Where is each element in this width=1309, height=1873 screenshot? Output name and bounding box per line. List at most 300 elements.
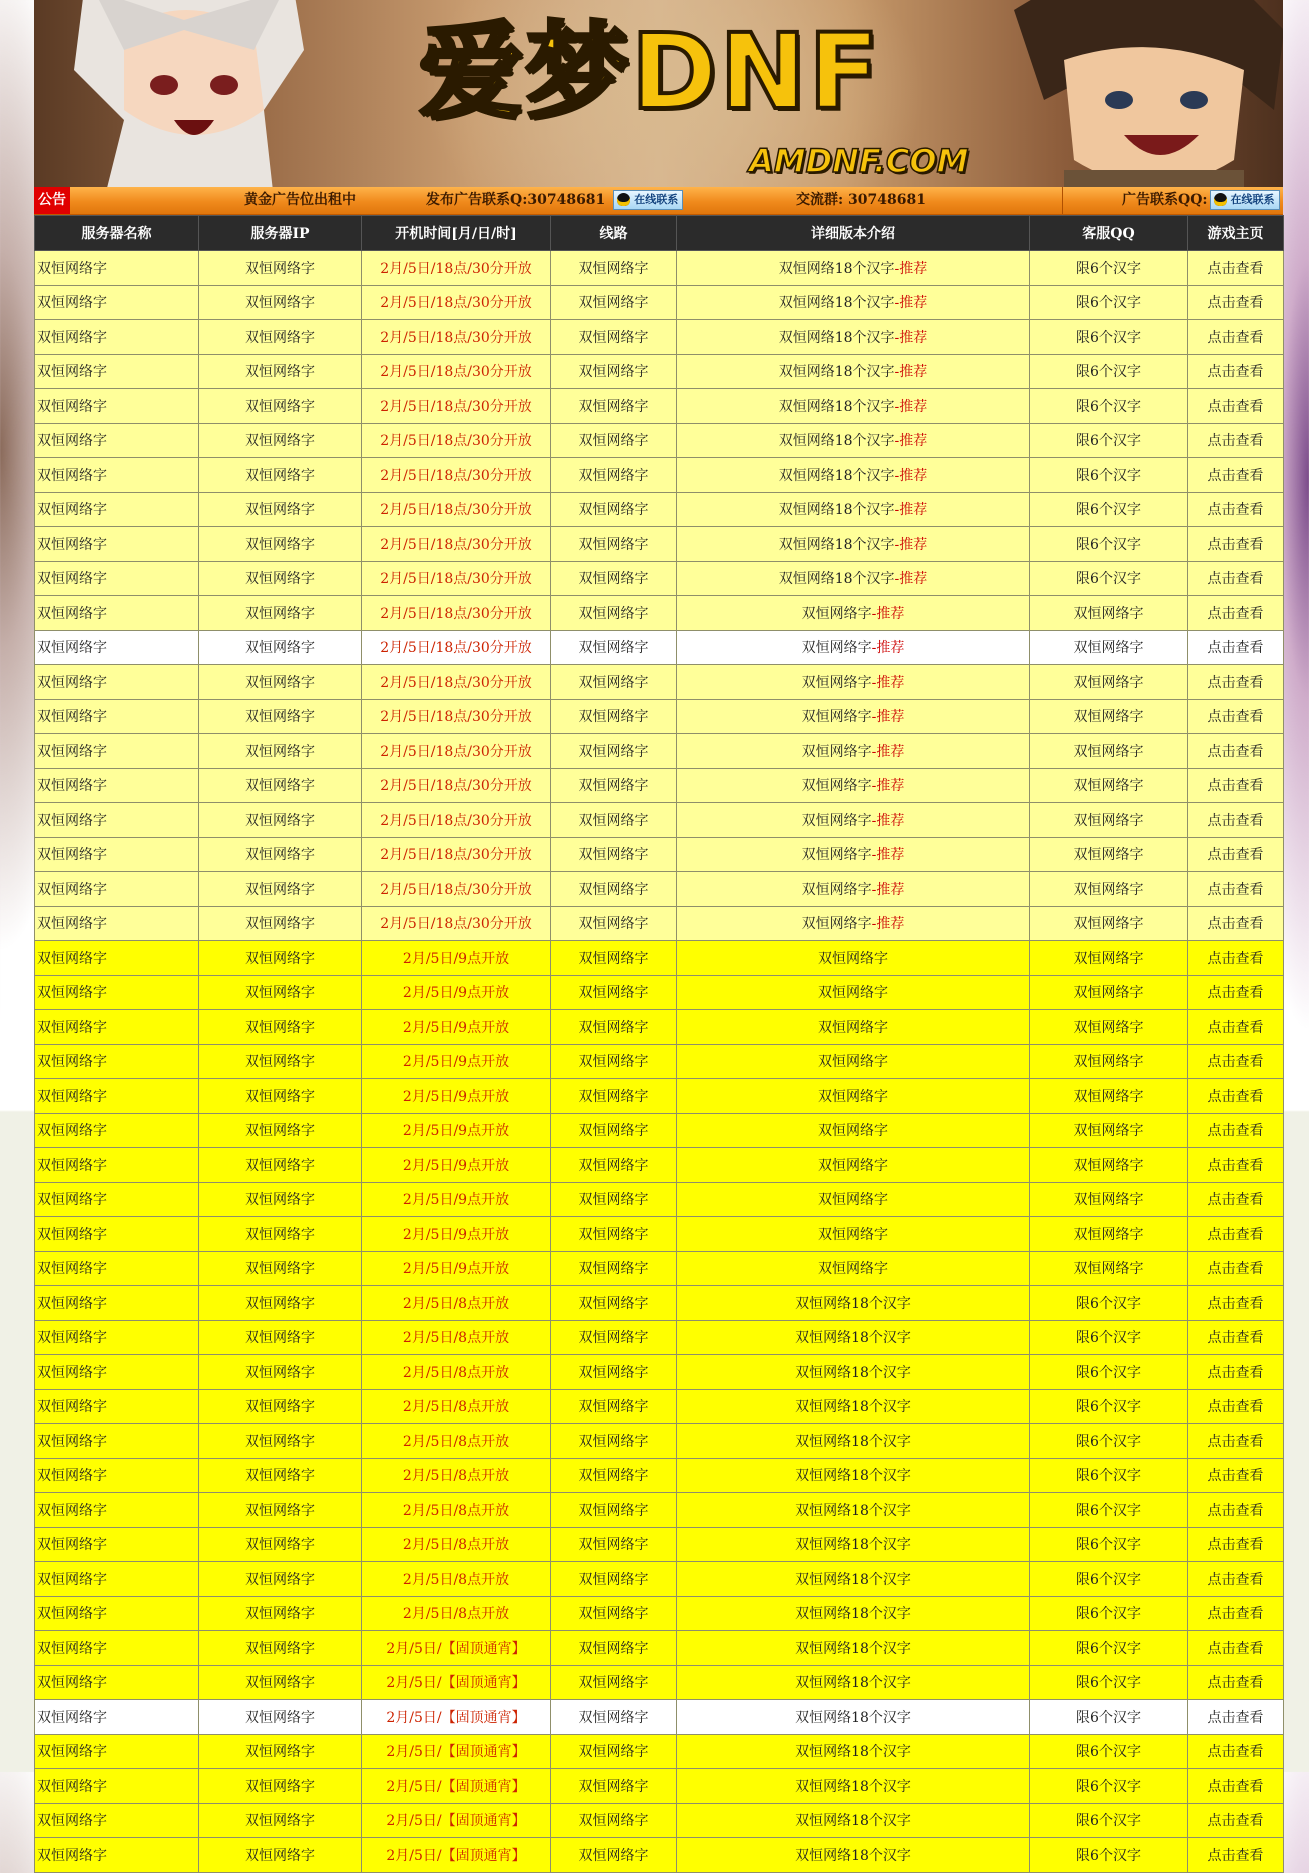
open-time-cell: 2月/5日/【固顶通宵】 [362, 1700, 551, 1735]
server-ip-cell: 双恒网络字 [199, 699, 362, 734]
view-homepage-link[interactable]: 点击查看 [1188, 1734, 1284, 1769]
table-row[interactable] [35, 1665, 1284, 1700]
header-open-time: 开机时间[月/日/时] [362, 216, 551, 251]
view-homepage-link[interactable]: 点击查看 [1188, 389, 1284, 424]
service-qq-cell: 双恒网络字 [1030, 906, 1188, 941]
table-row[interactable] [35, 458, 1284, 493]
recommend-tag: -推荐 [894, 433, 928, 450]
table-row[interactable] [35, 768, 1284, 803]
line-cell: 双恒网络字 [551, 1182, 677, 1217]
table-row[interactable] [35, 1010, 1284, 1045]
online-contact-button[interactable] [613, 190, 683, 210]
view-homepage-link[interactable]: 点击查看 [1188, 251, 1284, 286]
version-intro-text: 双恒网络18个汉字 [795, 1468, 911, 1485]
open-time-cell: 2月/5日/8点开放 [362, 1596, 551, 1631]
table-row[interactable] [35, 1389, 1284, 1424]
version-intro-cell [677, 768, 1030, 803]
service-qq-cell: 限6个汉字 [1030, 1838, 1188, 1873]
table-row[interactable] [35, 1182, 1284, 1217]
recommend-tag: -推荐 [871, 674, 905, 691]
service-qq-cell: 限6个汉字 [1030, 354, 1188, 389]
table-row[interactable] [35, 1355, 1284, 1390]
server-ip-cell: 双恒网络字 [199, 1148, 362, 1183]
version-intro-cell [677, 665, 1030, 700]
server-ip-cell: 双恒网络字 [199, 251, 362, 286]
recommend-tag: -推荐 [894, 536, 928, 553]
server-ip-cell: 双恒网络字 [199, 1355, 362, 1390]
table-row[interactable] [35, 630, 1284, 665]
table-row[interactable] [35, 699, 1284, 734]
server-name-cell[interactable]: 双恒网络字 [35, 1562, 199, 1597]
version-intro-cell [677, 975, 1030, 1010]
server-name-cell[interactable]: 双恒网络字 [35, 1424, 199, 1459]
open-time-cell: 2月/5日/9点开放 [362, 1113, 551, 1148]
server-name-cell[interactable]: 双恒网络字 [35, 837, 199, 872]
server-name-cell[interactable]: 双恒网络字 [35, 1665, 199, 1700]
table-row[interactable] [35, 837, 1284, 872]
service-qq-cell: 限6个汉字 [1030, 527, 1188, 562]
server-ip-cell: 双恒网络字 [199, 975, 362, 1010]
view-homepage-link[interactable]: 点击查看 [1188, 630, 1284, 665]
table-row[interactable] [35, 1769, 1284, 1804]
open-time-cell: 2月/5日/18点/30分开放 [362, 596, 551, 631]
table-row[interactable] [35, 1838, 1284, 1873]
table-row[interactable] [35, 1700, 1284, 1735]
server-ip-cell: 双恒网络字 [199, 941, 362, 976]
view-homepage-link[interactable]: 点击查看 [1188, 1769, 1284, 1804]
version-intro-cell [677, 1458, 1030, 1493]
line-cell: 双恒网络字 [551, 458, 677, 493]
view-homepage-link[interactable]: 点击查看 [1188, 458, 1284, 493]
view-homepage-link[interactable]: 点击查看 [1188, 1596, 1284, 1631]
server-name-cell[interactable]: 双恒网络字 [35, 1389, 199, 1424]
view-homepage-link[interactable]: 点击查看 [1188, 1044, 1284, 1079]
view-homepage-link[interactable]: 点击查看 [1188, 354, 1284, 389]
server-name-cell[interactable]: 双恒网络字 [35, 1493, 199, 1528]
table-row[interactable] [35, 527, 1284, 562]
server-name-cell[interactable]: 双恒网络字 [35, 561, 199, 596]
view-homepage-link[interactable]: 点击查看 [1188, 1493, 1284, 1528]
header-service-qq: 客服QQ [1030, 216, 1188, 251]
view-homepage-link[interactable]: 点击查看 [1188, 734, 1284, 769]
server-name-cell[interactable]: 双恒网络字 [35, 320, 199, 355]
version-intro-text: 双恒网络字 [801, 778, 872, 795]
table-row[interactable] [35, 1458, 1284, 1493]
table-row[interactable] [35, 492, 1284, 527]
server-name-cell[interactable]: 双恒网络字 [35, 734, 199, 769]
left-character-art [64, 0, 314, 187]
view-homepage-link[interactable]: 点击查看 [1188, 1148, 1284, 1183]
service-qq-cell: 限6个汉字 [1030, 458, 1188, 493]
version-intro-cell [677, 596, 1030, 631]
version-intro-text: 双恒网络18个汉字 [778, 329, 895, 346]
notice-ad-contact [1122, 187, 1280, 214]
version-intro-text: 双恒网络18个汉字 [795, 1295, 911, 1312]
server-name-cell[interactable]: 双恒网络字 [35, 665, 199, 700]
table-row[interactable] [35, 423, 1284, 458]
open-time-cell: 2月/5日/8点开放 [362, 1527, 551, 1562]
server-name-cell[interactable]: 双恒网络字 [35, 1355, 199, 1390]
server-name-cell[interactable]: 双恒网络字 [35, 354, 199, 389]
version-intro-text: 双恒网络18个汉字 [795, 1606, 911, 1623]
version-intro-cell [677, 527, 1030, 562]
version-intro-cell [677, 1631, 1030, 1666]
server-ip-cell: 双恒网络字 [199, 1769, 362, 1804]
service-qq-cell: 限6个汉字 [1030, 492, 1188, 527]
version-intro-text: 双恒网络18个汉字 [795, 1744, 911, 1761]
table-row[interactable] [35, 320, 1284, 355]
service-qq-cell: 限6个汉字 [1030, 1286, 1188, 1321]
notice-divider [1062, 187, 1063, 214]
view-homepage-link[interactable]: 点击查看 [1188, 906, 1284, 941]
table-row[interactable] [35, 1527, 1284, 1562]
version-intro-text: 双恒网络18个汉字 [778, 502, 895, 519]
server-name-cell[interactable]: 双恒网络字 [35, 251, 199, 286]
table-row[interactable] [35, 285, 1284, 320]
table-row[interactable] [35, 1286, 1284, 1321]
version-intro-cell [677, 1493, 1030, 1528]
server-name-cell[interactable]: 双恒网络字 [35, 803, 199, 838]
view-homepage-link[interactable]: 点击查看 [1188, 1182, 1284, 1217]
ad-contact-text: 广告联系QQ: [1122, 192, 1208, 208]
table-row[interactable] [35, 1148, 1284, 1183]
open-time-cell: 2月/5日/【固顶通宵】 [362, 1631, 551, 1666]
service-qq-cell: 限6个汉字 [1030, 1734, 1188, 1769]
open-time-cell: 2月/5日/【固顶通宵】 [362, 1803, 551, 1838]
line-cell: 双恒网络字 [551, 527, 677, 562]
recommend-tag: -推荐 [894, 295, 928, 312]
server-ip-cell: 双恒网络字 [199, 1803, 362, 1838]
online-contact-button-2[interactable] [1210, 190, 1280, 210]
version-intro-cell [677, 561, 1030, 596]
server-name-cell[interactable]: 双恒网络字 [35, 285, 199, 320]
open-time-cell: 2月/5日/9点开放 [362, 1251, 551, 1286]
server-name-cell[interactable]: 双恒网络字 [35, 1631, 199, 1666]
server-name-cell[interactable]: 双恒网络字 [35, 1700, 199, 1735]
server-name-cell[interactable]: 双恒网络字 [35, 1217, 199, 1252]
open-time-cell: 2月/5日/9点开放 [362, 1044, 551, 1079]
view-homepage-link[interactable]: 点击查看 [1188, 1700, 1284, 1735]
server-name-cell[interactable]: 双恒网络字 [35, 975, 199, 1010]
service-qq-cell: 限6个汉字 [1030, 423, 1188, 458]
version-intro-cell [677, 285, 1030, 320]
version-intro-text: 双恒网络18个汉字 [795, 1778, 911, 1795]
service-qq-cell: 限6个汉字 [1030, 1562, 1188, 1597]
version-intro-cell [677, 1700, 1030, 1735]
view-homepage-link[interactable]: 点击查看 [1188, 1286, 1284, 1321]
view-homepage-link[interactable]: 点击查看 [1188, 1458, 1284, 1493]
table-row[interactable] [35, 803, 1284, 838]
view-homepage-link[interactable]: 点击查看 [1188, 1424, 1284, 1459]
view-homepage-link[interactable]: 点击查看 [1188, 1838, 1284, 1873]
right-character-art [1004, 0, 1283, 187]
version-intro-text: 双恒网络字 [801, 605, 872, 622]
service-qq-cell: 限6个汉字 [1030, 1389, 1188, 1424]
table-row[interactable] [35, 734, 1284, 769]
recommend-tag: -推荐 [894, 260, 928, 277]
line-cell: 双恒网络字 [551, 1286, 677, 1321]
line-cell: 双恒网络字 [551, 906, 677, 941]
server-name-cell[interactable]: 双恒网络字 [35, 423, 199, 458]
open-time-cell: 2月/5日/9点开放 [362, 1079, 551, 1114]
version-intro-text: 双恒网络18个汉字 [778, 467, 895, 484]
open-time-cell: 2月/5日/8点开放 [362, 1389, 551, 1424]
line-cell: 双恒网络字 [551, 1424, 677, 1459]
server-ip-cell: 双恒网络字 [199, 1424, 362, 1459]
view-homepage-link[interactable]: 点击查看 [1188, 768, 1284, 803]
open-time-cell: 2月/5日/18点/30分开放 [362, 630, 551, 665]
line-cell: 双恒网络字 [551, 1148, 677, 1183]
service-qq-cell: 限6个汉字 [1030, 1803, 1188, 1838]
version-intro-text: 双恒网络字 [818, 1088, 888, 1105]
view-homepage-link[interactable]: 点击查看 [1188, 1527, 1284, 1562]
line-cell: 双恒网络字 [551, 872, 677, 907]
server-name-cell[interactable]: 双恒网络字 [35, 1320, 199, 1355]
table-row[interactable] [35, 1493, 1284, 1528]
open-time-cell: 2月/5日/【固顶通宵】 [362, 1838, 551, 1873]
qq-penguin-icon [617, 193, 630, 206]
table-row[interactable] [35, 975, 1284, 1010]
table-row[interactable] [35, 906, 1284, 941]
server-ip-cell: 双恒网络字 [199, 285, 362, 320]
open-time-cell: 2月/5日/8点开放 [362, 1493, 551, 1528]
server-name-cell[interactable]: 双恒网络字 [35, 1734, 199, 1769]
table-row[interactable] [35, 354, 1284, 389]
version-intro-cell [677, 1182, 1030, 1217]
view-homepage-link[interactable]: 点击查看 [1188, 1389, 1284, 1424]
version-intro-text: 双恒网络字 [818, 1226, 888, 1243]
view-homepage-link[interactable]: 点击查看 [1188, 837, 1284, 872]
table-row[interactable] [35, 1424, 1284, 1459]
table-row[interactable] [35, 1803, 1284, 1838]
recommend-tag: -推荐 [871, 916, 905, 933]
version-intro-cell [677, 1734, 1030, 1769]
server-ip-cell: 双恒网络字 [199, 1596, 362, 1631]
version-intro-cell [677, 1596, 1030, 1631]
server-ip-cell: 双恒网络字 [199, 354, 362, 389]
qq-penguin-icon [1214, 193, 1227, 206]
view-homepage-link[interactable]: 点击查看 [1188, 1217, 1284, 1252]
service-qq-cell: 限6个汉字 [1030, 1665, 1188, 1700]
view-homepage-link[interactable]: 点击查看 [1188, 492, 1284, 527]
service-qq-cell: 限6个汉字 [1030, 1320, 1188, 1355]
table-row[interactable] [35, 872, 1284, 907]
server-name-cell[interactable]: 双恒网络字 [35, 941, 199, 976]
version-intro-text: 双恒网络字 [818, 1019, 888, 1036]
table-row[interactable] [35, 1320, 1284, 1355]
table-row[interactable] [35, 1596, 1284, 1631]
view-homepage-link[interactable]: 点击查看 [1188, 320, 1284, 355]
table-row[interactable] [35, 941, 1284, 976]
service-qq-cell: 限6个汉字 [1030, 1355, 1188, 1390]
table-row[interactable] [35, 251, 1284, 286]
version-intro-text: 双恒网络字 [818, 1261, 888, 1278]
server-ip-cell: 双恒网络字 [199, 1665, 362, 1700]
line-cell: 双恒网络字 [551, 354, 677, 389]
table-row[interactable] [35, 596, 1284, 631]
line-cell: 双恒网络字 [551, 561, 677, 596]
open-time-cell: 2月/5日/9点开放 [362, 975, 551, 1010]
line-cell: 双恒网络字 [551, 1079, 677, 1114]
view-homepage-link[interactable]: 点击查看 [1188, 1320, 1284, 1355]
server-name-cell[interactable]: 双恒网络字 [35, 389, 199, 424]
line-cell: 双恒网络字 [551, 1044, 677, 1079]
server-name-cell[interactable]: 双恒网络字 [35, 1251, 199, 1286]
header-version-intro: 详细版本介绍 [677, 216, 1030, 251]
server-name-cell[interactable]: 双恒网络字 [35, 1010, 199, 1045]
table-row[interactable] [35, 1217, 1284, 1252]
server-name-cell[interactable]: 双恒网络字 [35, 492, 199, 527]
service-qq-cell: 限6个汉字 [1030, 1596, 1188, 1631]
server-ip-cell: 双恒网络字 [199, 1527, 362, 1562]
notice-bar [34, 187, 1283, 215]
server-name-cell[interactable]: 双恒网络字 [35, 596, 199, 631]
view-homepage-link[interactable]: 点击查看 [1188, 1010, 1284, 1045]
open-time-cell: 2月/5日/18点/30分开放 [362, 837, 551, 872]
server-name-cell[interactable]: 双恒网络字 [35, 1182, 199, 1217]
line-cell: 双恒网络字 [551, 803, 677, 838]
view-homepage-link[interactable]: 点击查看 [1188, 596, 1284, 631]
table-row[interactable] [35, 389, 1284, 424]
view-homepage-link[interactable]: 点击查看 [1188, 1665, 1284, 1700]
view-homepage-link[interactable]: 点击查看 [1188, 803, 1284, 838]
line-cell: 双恒网络字 [551, 492, 677, 527]
service-qq-cell: 双恒网络字 [1030, 630, 1188, 665]
view-homepage-link[interactable]: 点击查看 [1188, 1079, 1284, 1114]
server-name-cell[interactable]: 双恒网络字 [35, 872, 199, 907]
view-homepage-link[interactable]: 点击查看 [1188, 665, 1284, 700]
table-row[interactable] [35, 1562, 1284, 1597]
site-logo-title: 爱梦DNF [419, 11, 882, 133]
line-cell: 双恒网络字 [551, 1527, 677, 1562]
version-intro-cell [677, 1769, 1030, 1804]
version-intro-cell [677, 389, 1030, 424]
table-row[interactable] [35, 1113, 1284, 1148]
table-row[interactable] [35, 1631, 1284, 1666]
view-homepage-link[interactable]: 点击查看 [1188, 872, 1284, 907]
line-cell: 双恒网络字 [551, 1320, 677, 1355]
server-name-cell[interactable]: 双恒网络字 [35, 1113, 199, 1148]
table-row[interactable] [35, 1734, 1284, 1769]
open-time-cell: 2月/5日/18点/30分开放 [362, 803, 551, 838]
table-row[interactable] [35, 561, 1284, 596]
site-banner [34, 0, 1283, 187]
view-homepage-link[interactable]: 点击查看 [1188, 1113, 1284, 1148]
view-homepage-link[interactable]: 点击查看 [1188, 1803, 1284, 1838]
server-name-cell[interactable]: 双恒网络字 [35, 1458, 199, 1493]
open-time-cell: 2月/5日/18点/30分开放 [362, 527, 551, 562]
server-ip-cell: 双恒网络字 [199, 458, 362, 493]
version-intro-cell [677, 1010, 1030, 1045]
view-homepage-link[interactable]: 点击查看 [1188, 1251, 1284, 1286]
service-qq-cell: 双恒网络字 [1030, 1113, 1188, 1148]
server-name-cell[interactable]: 双恒网络字 [35, 1286, 199, 1321]
version-intro-text: 双恒网络字 [801, 881, 872, 898]
server-ip-cell: 双恒网络字 [199, 803, 362, 838]
server-name-cell[interactable]: 双恒网络字 [35, 1148, 199, 1183]
table-row[interactable] [35, 1044, 1284, 1079]
server-name-cell[interactable]: 双恒网络字 [35, 768, 199, 803]
line-cell: 双恒网络字 [551, 1389, 677, 1424]
version-intro-cell [677, 1838, 1030, 1873]
version-intro-text: 双恒网络18个汉字 [795, 1330, 911, 1347]
view-homepage-link[interactable]: 点击查看 [1188, 699, 1284, 734]
version-intro-text: 双恒网络字 [801, 743, 872, 760]
open-time-cell: 2月/5日/18点/30分开放 [362, 389, 551, 424]
view-homepage-link[interactable]: 点击查看 [1188, 975, 1284, 1010]
version-intro-text: 双恒网络字 [818, 950, 888, 967]
view-homepage-link[interactable]: 点击查看 [1188, 1631, 1284, 1666]
server-name-cell[interactable]: 双恒网络字 [35, 1769, 199, 1804]
server-name-cell[interactable]: 双恒网络字 [35, 1527, 199, 1562]
recommend-tag: -推荐 [871, 847, 905, 864]
version-intro-text: 双恒网络字 [801, 709, 872, 726]
version-intro-cell [677, 837, 1030, 872]
version-intro-cell [677, 458, 1030, 493]
server-name-cell[interactable]: 双恒网络字 [35, 630, 199, 665]
version-intro-text: 双恒网络18个汉字 [778, 260, 895, 277]
version-intro-cell [677, 1113, 1030, 1148]
service-qq-cell: 限6个汉字 [1030, 1631, 1188, 1666]
recommend-tag: -推荐 [894, 398, 928, 415]
open-time-cell: 2月/5日/18点/30分开放 [362, 699, 551, 734]
open-time-cell: 2月/5日/18点/30分开放 [362, 734, 551, 769]
table-row[interactable] [35, 665, 1284, 700]
open-time-cell: 2月/5日/18点/30分开放 [362, 561, 551, 596]
view-homepage-link[interactable]: 点击查看 [1188, 527, 1284, 562]
table-header-row [35, 216, 1284, 251]
server-ip-cell: 双恒网络字 [199, 1734, 362, 1769]
open-time-cell: 2月/5日/18点/30分开放 [362, 492, 551, 527]
version-intro-cell [677, 1251, 1030, 1286]
server-name-cell[interactable]: 双恒网络字 [35, 1079, 199, 1114]
server-ip-cell: 双恒网络字 [199, 872, 362, 907]
server-name-cell[interactable]: 双恒网络字 [35, 1803, 199, 1838]
version-intro-cell [677, 1562, 1030, 1597]
view-homepage-link[interactable]: 点击查看 [1188, 941, 1284, 976]
table-row[interactable] [35, 1251, 1284, 1286]
version-intro-text: 双恒网络字 [818, 1157, 888, 1174]
version-intro-cell [677, 1527, 1030, 1562]
line-cell: 双恒网络字 [551, 1665, 677, 1700]
table-row[interactable] [35, 1079, 1284, 1114]
line-cell: 双恒网络字 [551, 1217, 677, 1252]
view-homepage-link[interactable]: 点击查看 [1188, 1355, 1284, 1390]
open-time-cell: 2月/5日/18点/30分开放 [362, 251, 551, 286]
server-name-cell[interactable]: 双恒网络字 [35, 906, 199, 941]
line-cell: 双恒网络字 [551, 1803, 677, 1838]
version-intro-cell [677, 1803, 1030, 1838]
server-name-cell[interactable]: 双恒网络字 [35, 1596, 199, 1631]
view-homepage-link[interactable]: 点击查看 [1188, 285, 1284, 320]
view-homepage-link[interactable]: 点击查看 [1188, 1562, 1284, 1597]
open-time-cell: 2月/5日/8点开放 [362, 1458, 551, 1493]
notice-ad-rent: 黄金广告位出租中 [244, 192, 356, 208]
recommend-tag: -推荐 [894, 364, 928, 381]
line-cell: 双恒网络字 [551, 1113, 677, 1148]
server-name-cell[interactable]: 双恒网络字 [35, 699, 199, 734]
server-name-cell[interactable]: 双恒网络字 [35, 1044, 199, 1079]
server-name-cell[interactable]: 双恒网络字 [35, 1838, 199, 1873]
service-qq-cell: 双恒网络字 [1030, 1217, 1188, 1252]
view-homepage-link[interactable]: 点击查看 [1188, 423, 1284, 458]
view-homepage-link[interactable]: 点击查看 [1188, 561, 1284, 596]
line-cell: 双恒网络字 [551, 596, 677, 631]
server-name-cell[interactable]: 双恒网络字 [35, 458, 199, 493]
server-name-cell[interactable]: 双恒网络字 [35, 527, 199, 562]
line-cell: 双恒网络字 [551, 1734, 677, 1769]
version-intro-text: 双恒网络18个汉字 [795, 1675, 911, 1692]
